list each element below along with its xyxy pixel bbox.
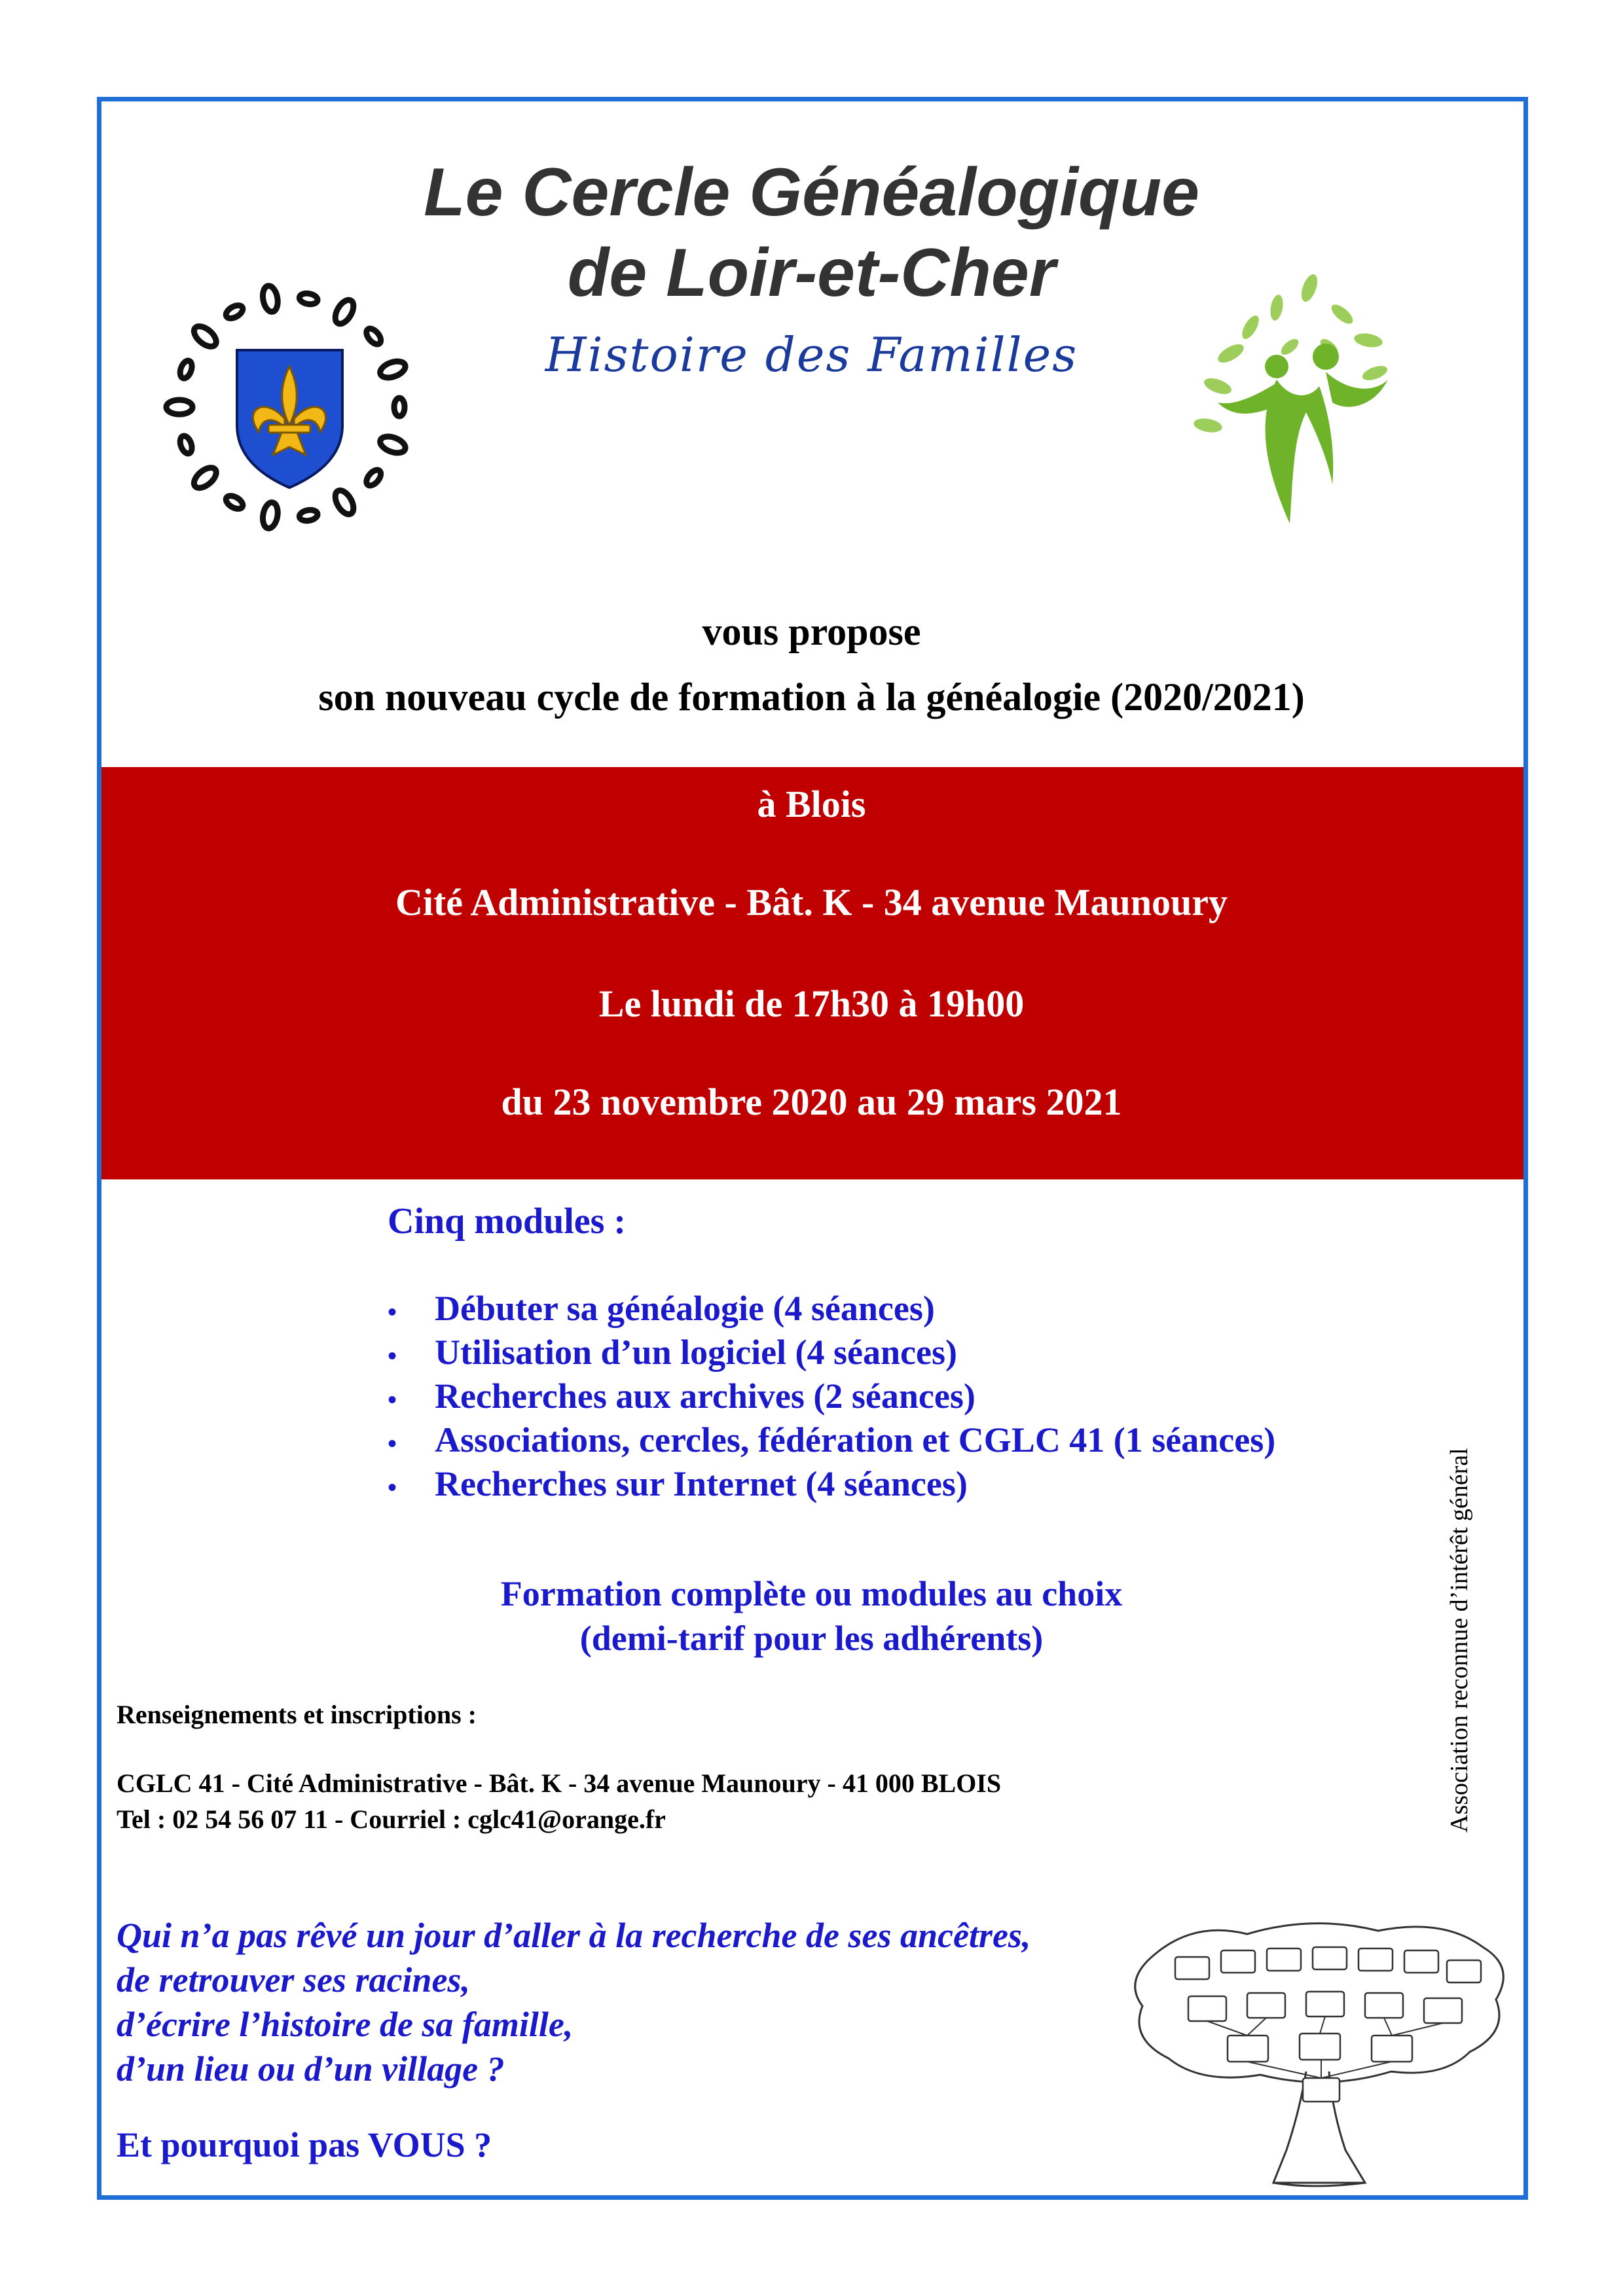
chain-link <box>394 398 405 416</box>
chain-link <box>378 433 407 456</box>
contact-heading: Renseignements et inscriptions : <box>117 1700 477 1729</box>
quote-line: d’écrire l’histoire de sa famille, <box>117 2005 574 2044</box>
list-item <box>388 1378 976 1414</box>
contact-address: CGLC 41 - Cité Administrative - Bât. K - 34 avenue Maunoury - 41 000 BLOIS <box>117 1768 1002 1798</box>
family-tree-drawing <box>1116 1914 1522 2196</box>
module-label: Utilisation d’un logiciel (4 séances) <box>435 1333 957 1372</box>
quote-line: Qui n’a pas rêvé un jour d’aller à la recherche de ses ancêtres, <box>117 1916 1031 1955</box>
list-item <box>388 1291 935 1326</box>
family-tree-figures-logo <box>1178 268 1414 533</box>
bullet-icon: • <box>388 1472 397 1502</box>
list-item <box>388 1335 957 1370</box>
pricing-line1: Formation complète ou modules au choix <box>500 1574 1123 1613</box>
chain-link <box>191 464 220 492</box>
modules-heading: Cinq modules : <box>388 1201 627 1242</box>
intro-line2: son nouveau cycle de formation à la généalogie (2020/2021) <box>318 675 1305 719</box>
quote-line: d’un lieu ou d’un village ? <box>117 2049 505 2089</box>
chain-link <box>331 488 357 518</box>
page-subtitle: Histoire des Familles <box>545 327 1078 382</box>
event-schedule: Le lundi de 17h30 à 19h00 <box>598 982 1025 1025</box>
chain-link <box>224 493 245 512</box>
intro-line1: vous propose <box>702 610 921 653</box>
side-note: Association reconnue d’intérêt général <box>1446 1448 1473 1833</box>
event-address: Cité Administrative - Bât. K - 34 avenue Maunoury <box>395 881 1228 924</box>
bullet-icon: • <box>388 1340 397 1371</box>
list-item <box>388 1466 968 1501</box>
coat-of-arms-logo <box>160 278 419 537</box>
bullet-icon: • <box>388 1384 397 1414</box>
list-item <box>388 1422 1275 1458</box>
bullet-icon: • <box>388 1428 397 1458</box>
chain-link <box>299 509 318 522</box>
bullet-icon: • <box>388 1297 397 1327</box>
chain-link <box>178 435 194 456</box>
page-title-line2: de Loir-et-Cher <box>567 235 1056 311</box>
chain-link <box>261 501 280 529</box>
page-title-line1: Le Cercle Généalogique <box>424 154 1199 230</box>
module-label: Débuter sa généalogie (4 séances) <box>435 1289 935 1328</box>
chain-link <box>364 467 384 488</box>
event-dates: du 23 novembre 2020 au 29 mars 2021 <box>501 1081 1122 1123</box>
contact-phone-email: Tel : 02 54 56 07 11 - Courriel : cglc41@orange.fr <box>117 1804 666 1834</box>
module-label: Recherches sur Internet (4 séances) <box>435 1464 968 1503</box>
chain-link <box>166 400 192 414</box>
event-city: à Blois <box>757 783 866 825</box>
quote-closing: Et pourquoi pas VOUS ? <box>117 2125 492 2164</box>
module-label: Associations, cercles, fédération et CGLC 41 (1 séances) <box>435 1420 1276 1460</box>
pricing-line2: (demi-tarif pour les adhérents) <box>579 1619 1044 1658</box>
module-label: Recherches aux archives (2 séances) <box>435 1376 976 1416</box>
quote-line: de retrouver ses racines, <box>117 1960 470 2000</box>
